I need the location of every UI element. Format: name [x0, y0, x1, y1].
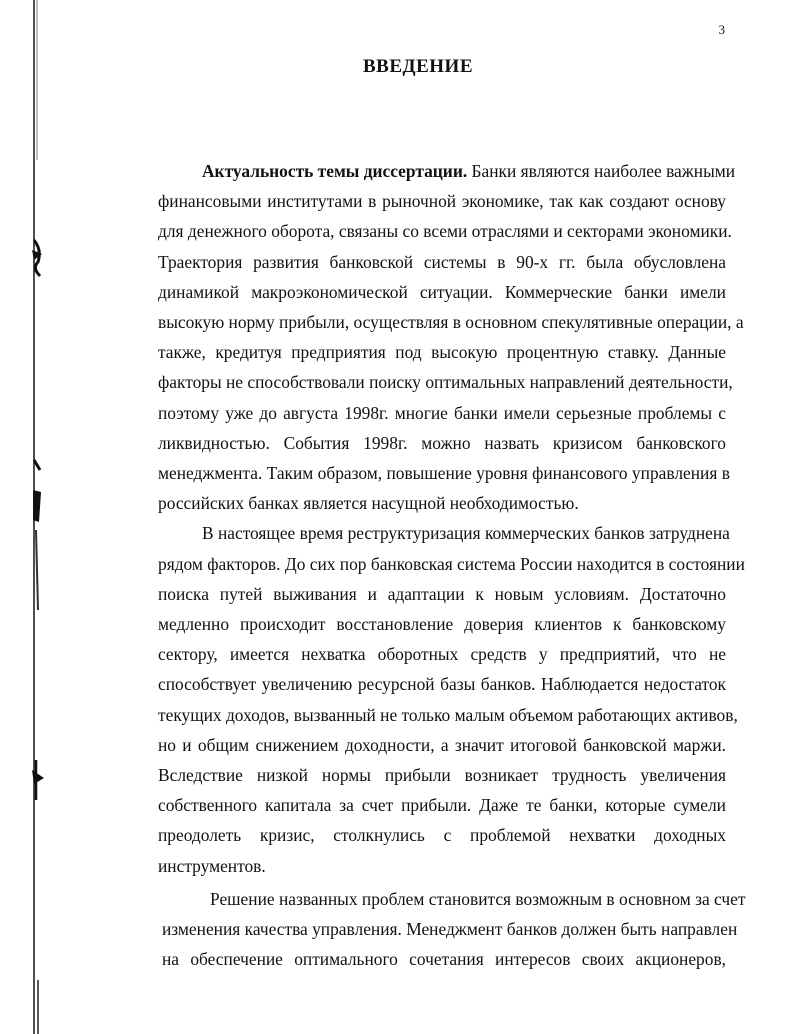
paragraph-3: [114, 884, 746, 975]
paragraph-line: способствует увеличению ресурсной базы банков. Наблюдается недостаток: [158, 674, 726, 695]
paragraph-line: но и общим снижением доходности, а значит итоговой банковской маржи.: [158, 734, 726, 755]
paragraph-line: текущих доходов, вызванный не только малым объемом работающих активов,: [158, 704, 738, 725]
paragraph-line: высокую норму прибыли, осуществляя в основном спекулятивные операции, а: [158, 312, 744, 333]
paragraph-line: динамикой макроэкономической ситуации. Коммерческие банки имели: [158, 281, 726, 302]
page-number: 3: [718, 22, 725, 37]
paragraph-line: российских банках является насущной необходимостью.: [158, 493, 579, 514]
paragraph-line: сектору, имеется нехватка оборотных средств у предприятий, что не: [158, 644, 726, 665]
paragraph-line: собственного капитала за счет прибыли. Даже те банки, которые сумели: [158, 795, 726, 816]
paragraph-line: изменения качества управления. Менеджмент банков должен быть направлен: [162, 919, 738, 940]
paragraph-line: финансовыми институтами в рыночной экономике, так как создают основу: [158, 191, 726, 212]
paragraph-line: поиска путей выживания и адаптации к новым условиям. Достаточно: [158, 583, 726, 604]
paragraph-line: В настоящее время реструктуризация коммерческих банков затруднена: [202, 523, 730, 544]
paragraph-line: поэтому уже до августа 1998г. многие банки имели серьезные проблемы с: [158, 402, 726, 423]
paragraph-line: также, кредитуя предприятия под высокую процентную ставку. Данные: [158, 342, 726, 363]
paragraph-line: медленно происходит восстановление доверия клиентов к банковскому: [158, 614, 726, 635]
scan-binding-artifact: [28, 0, 52, 1034]
paragraph-line: рядом факторов. До сих пор банковская система России находится в состоянии: [158, 553, 745, 574]
paragraph-line: преодолеть кризис, столкнулись с проблемой нехватки доходных: [158, 825, 726, 846]
paragraph-lead: Актуальность темы диссертации.: [202, 161, 468, 181]
paragraph-line: Вследствие низкой нормы прибыли возникает трудность увеличения: [158, 765, 726, 786]
paragraph-line: менеджмента. Таким образом, повышение уровня финансового управления в: [158, 463, 730, 484]
page-title: ВВЕДЕНИЕ: [363, 56, 473, 77]
paragraph-line: инструментов.: [158, 855, 266, 876]
paragraph-line: для денежного оборота, связаны со всеми отраслями и секторами экономики.: [158, 221, 732, 242]
paragraph-line: на обеспечение оптимального сочетания интересов своих акционеров,: [162, 949, 726, 970]
paragraph-line: ликвидностью. События 1998г. можно назвать кризисом банковского: [158, 432, 726, 453]
paragraph-1: [114, 156, 744, 518]
paragraph-line: Актуальность темы диссертации. Банки являются наиболее важными: [202, 161, 736, 181]
paragraph-2: [114, 518, 745, 880]
paragraph-line: факторы не способствовали поиску оптимальных направлений деятельности,: [158, 372, 733, 393]
paragraph-line: Траектория развития банковской системы в 90-х гг. была обусловлена: [158, 251, 726, 272]
paragraph-line: Решение названных проблем становится возможным в основном за счет: [210, 888, 746, 909]
body-text: [114, 156, 746, 974]
